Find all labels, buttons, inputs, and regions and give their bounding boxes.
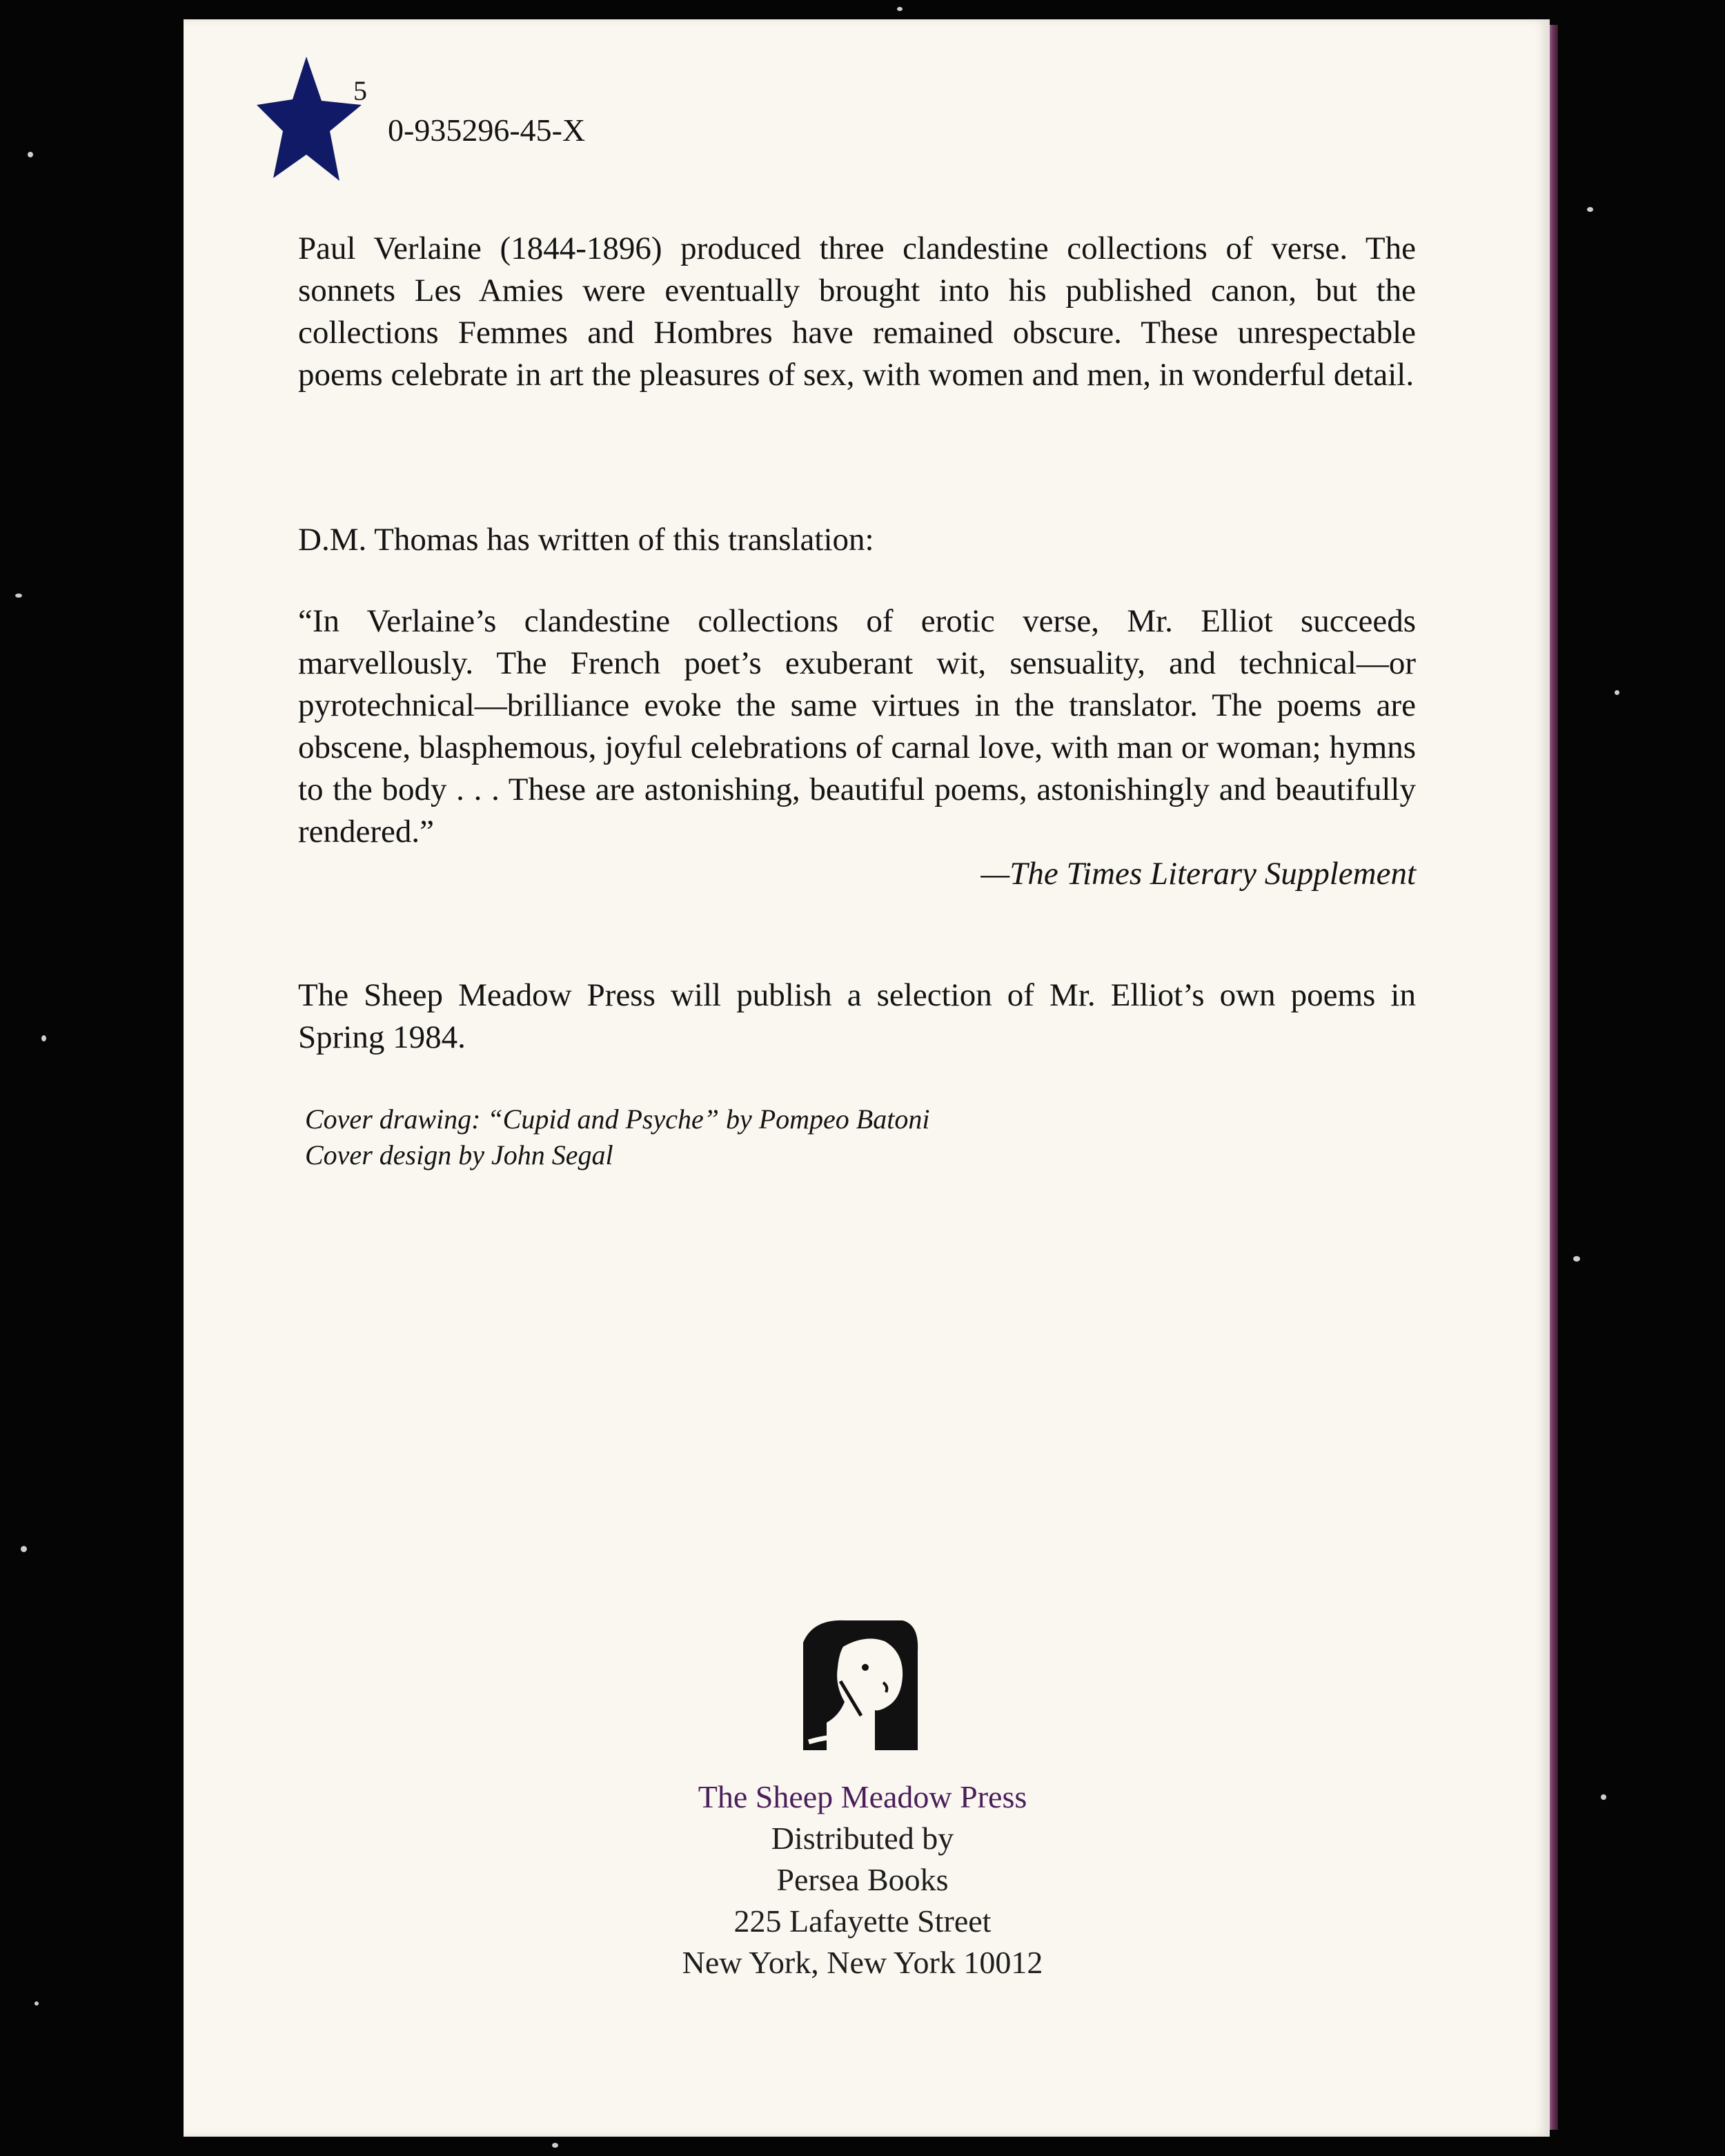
street-address: 225 Lafayette Street: [733, 1903, 992, 1939]
speckle: [1615, 690, 1619, 695]
star-sticker-icon: [257, 57, 362, 181]
praise-intro: [298, 519, 1416, 561]
isbn-number: 0-935296-45-X: [388, 112, 586, 148]
distributed-by: Distributed by: [771, 1821, 954, 1856]
speckle: [28, 152, 33, 157]
speckle: [1573, 1256, 1580, 1262]
speckle: [21, 1546, 27, 1552]
sheep-meadow-dog-logo-icon: [799, 1619, 920, 1754]
cover-drawing-credit: Cover drawing: “Cupid and Psyche” by Pompeo Batoni: [305, 1104, 930, 1135]
quote-text: “In Verlaine’s clandestine collections of erotic verse, Mr. Elliot succeeds marvellously. The French poet’s exuberant wit, sensuality, and technical—or pyrotechnical—brilliance evoke the same virtues in the translator. The poems are obscene, blasphemous, joyful celebrations of carnal love, with man or woman; hymns to the body . . . These are astonishing, beautiful poems, astonishingly and beautifully rendered.”: [298, 603, 1416, 850]
publisher-imprint: [586, 1776, 1138, 1983]
quote-attribution: —The Times Literary Supplement: [980, 856, 1416, 892]
intro-text: Paul Verlaine (1844-1896) produced three clandestine collections of verse. The sonnets Les Amies were eventually brought into his published canon, but the collections Femmes and Hombres have remained obscure. These unrespectable poems celebrate in art the pleasures of sex, with women and men, in wonderful detail.: [298, 231, 1416, 393]
distributor-name: Persea Books: [776, 1862, 949, 1897]
speckle: [34, 2001, 39, 2006]
review-quote: [298, 600, 1416, 895]
praise-intro-text: D.M. Thomas has written of this translation:: [298, 522, 874, 558]
cover-design-credit: Cover design by John Segal: [305, 1139, 613, 1170]
intro-paragraph: [298, 228, 1416, 396]
speckle: [897, 7, 903, 11]
cover-credits: [305, 1101, 929, 1173]
isbn-partial: 5: [353, 75, 367, 106]
speckle: [1587, 207, 1593, 212]
announcement-text: The Sheep Meadow Press will publish a selection of Mr. Elliot’s own poems in Spring 1984.: [298, 977, 1416, 1055]
speckle: [15, 594, 22, 598]
speckle: [1601, 1794, 1606, 1800]
speckle: [552, 2143, 558, 2148]
announcement: [298, 974, 1416, 1059]
city-address: New York, New York 10012: [682, 1945, 1043, 1980]
speckle: [41, 1035, 46, 1041]
press-name: The Sheep Meadow Press: [698, 1779, 1027, 1814]
